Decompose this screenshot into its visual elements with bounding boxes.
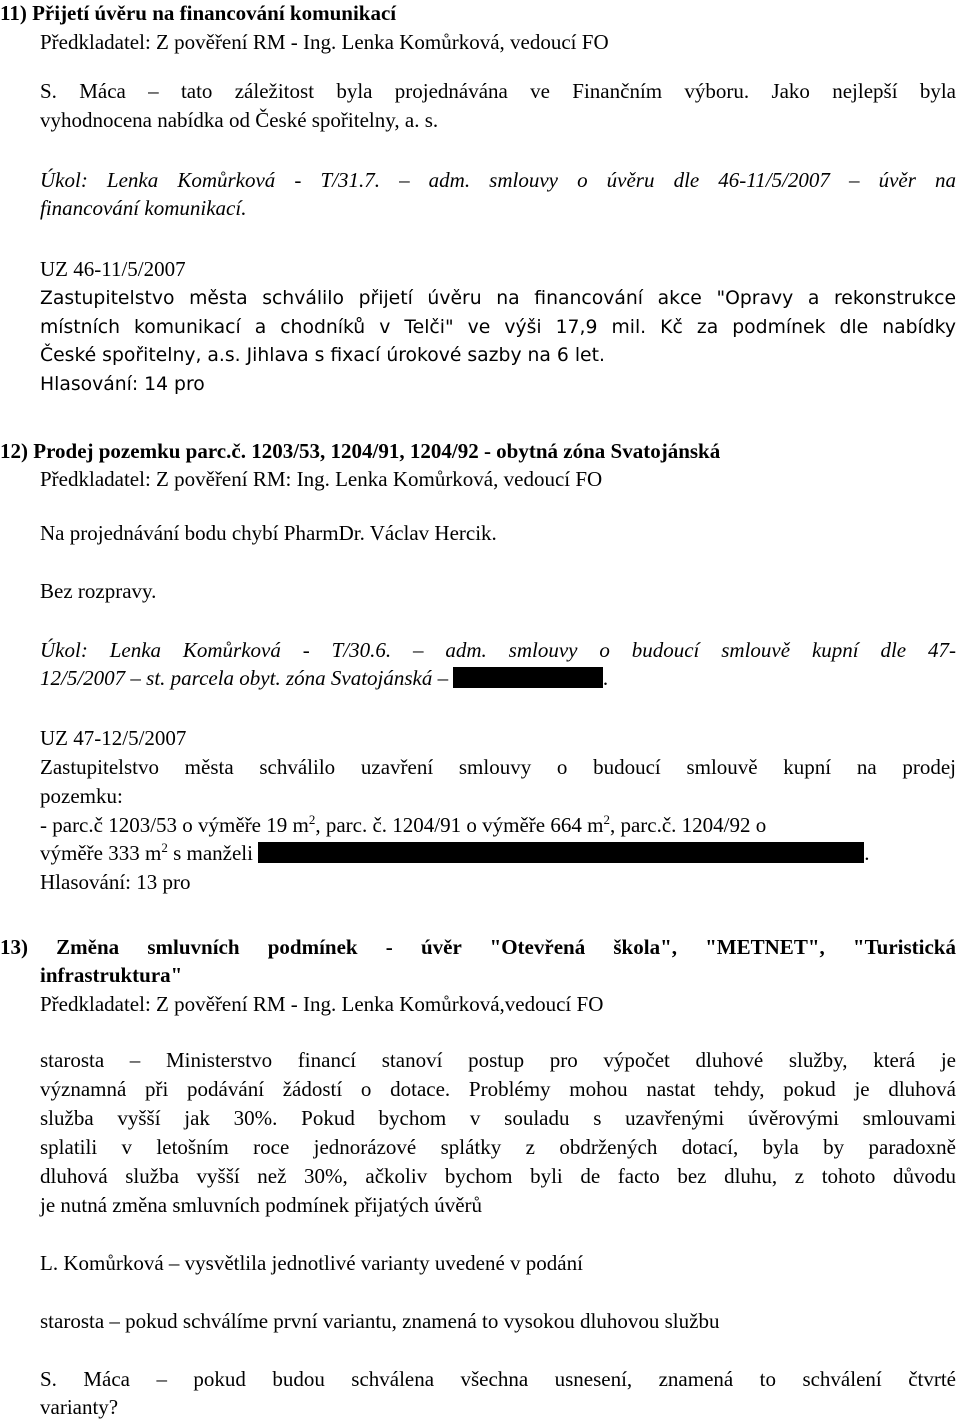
parcel-text: , parc. č. 1204/91 o výměře 664 m — [315, 813, 604, 837]
item13-statement-line: dluhová služba vyšší než 30%, ačkoliv bychom byli de facto bez dluhu, z tohoto důvodu — [40, 1164, 956, 1188]
parcel-text: , parc.č. 1204/92 o — [609, 813, 767, 837]
item11-heading: 11) Přijetí úvěru na financování komunikací — [0, 1, 397, 25]
item13-statement-line: starosta – Ministerstvo financí stanoví postup pro výpočet dluhové služby, která je — [40, 1048, 956, 1072]
item13-proposer: Předkladatel: Z pověření RM - Ing. Lenka Komůrková,vedoucí FO — [40, 992, 604, 1016]
item11-resolution-line: místních komunikací a chodníků v Telči" ve výši 17,9 mil. Kč za podmínek dle nabídky — [40, 317, 956, 338]
item12-task-line: Úkol: Lenka Komůrková - T/30.6. – adm. smlouvy o budoucí smlouvě kupní dle 47- — [40, 638, 956, 662]
item12-parcel-line — [40, 812, 956, 838]
item11-task-line: financování komunikací. — [40, 196, 247, 220]
item13-explanation: L. Komůrková – vysvětlila jednotlivé varianty uvedené v podání — [40, 1251, 583, 1275]
parcel-text: s manželi — [167, 841, 253, 865]
superscript: 2 — [603, 812, 610, 827]
item13-statement-line: významná při podávání žádostí o dotace. Problémy mohou nastat tehdy, pokud je dluhová — [40, 1077, 956, 1101]
item13-heading-line: 13) Změna smluvních podmínek - úvěr "Otevřená škola", "METNET", "Turistická — [0, 935, 956, 959]
item13-mayor-reply: starosta – pokud schválíme první variantu, znamená to vysokou dluhovou službu — [40, 1309, 720, 1333]
item12-no-debate: Bez rozpravy. — [40, 579, 157, 603]
item13-statement-line: splatili v letošním roce jednorázové splátky z obdržených dotací, byla by paradoxně — [40, 1135, 956, 1159]
item11-resolution-id: UZ 46-11/5/2007 — [40, 257, 186, 281]
redaction-bar — [453, 667, 603, 688]
item13-heading — [0, 934, 956, 960]
item12-resolution-line: pozemku: — [40, 784, 123, 808]
parcel-segment — [40, 812, 766, 838]
item13-statement-line: služba vyšší jak 30%. Pokud bychom v souladu s uzavřenými úvěrovými smlouvami — [40, 1106, 956, 1130]
superscript: 2 — [308, 812, 316, 827]
period: . — [864, 841, 870, 865]
item12-vote: Hlasování: 13 pro — [40, 870, 191, 894]
parcel-text: výměře 333 m — [40, 841, 162, 865]
item12-resolution-id: UZ 47-12/5/2007 — [40, 726, 187, 750]
item13-question-line: varianty? — [40, 1395, 119, 1419]
item13-statement-line: je nutná změna smluvních podmínek přijatých úvěrů — [40, 1193, 483, 1217]
item12-heading: 12) Prodej pozemku parc.č. 1203/53, 1204/91, 1204/92 - obytná zóna Svatojánská — [0, 439, 721, 463]
item11-resolution-line: České spořitelny, a.s. Jihlava s fixací úrokové sazby na 6 let. — [40, 345, 605, 366]
item11-resolution-line: Zastupitelstvo města schválilo přijetí úvěru na financování akce "Opravy a rekonstrukce — [40, 288, 956, 309]
item12-task-line — [40, 665, 609, 691]
item12-task-text: 12/5/2007 – st. parcela obyt. zóna Svatojánská – — [40, 666, 449, 690]
period: . — [603, 666, 609, 690]
item11-discussion-line: S. Máca – tato záležitost byla projednávána ve Finančním výboru. Jako nejlepší byla — [40, 79, 956, 103]
item11-vote: Hlasování: 14 pro — [40, 374, 205, 395]
redaction-bar — [258, 842, 864, 863]
item12-resolution-line: Zastupitelstvo města schválilo uzavření smlouvy o budoucí smlouvě kupní na prodej — [40, 755, 956, 779]
superscript: 2 — [161, 840, 168, 855]
item12-absent-note: Na projednávání bodu chybí PharmDr. Václav Hercik. — [40, 521, 497, 545]
item13-heading-line: infrastruktura" — [40, 963, 183, 987]
item11-task-line: Úkol: Lenka Komůrková - T/31.7. – adm. smlouvy o úvěru dle 46-11/5/2007 – úvěr na — [40, 168, 956, 192]
item13-question-line: S. Máca – pokud budou schválena všechna usnesení, znamená to schválení čtvrté — [40, 1367, 956, 1391]
parcel-text: - parc.č 1203/53 o výměře 19 m — [40, 813, 309, 837]
item12-parcel-line — [40, 840, 869, 866]
item11-discussion-line: vyhodnocena nabídka od České spořitelny, a. s. — [40, 108, 439, 132]
item11-proposer: Předkladatel: Z pověření RM - Ing. Lenka Komůrková, vedoucí FO — [40, 30, 609, 54]
item12-proposer: Předkladatel: Z pověření RM: Ing. Lenka Komůrková, vedoucí FO — [40, 467, 603, 491]
